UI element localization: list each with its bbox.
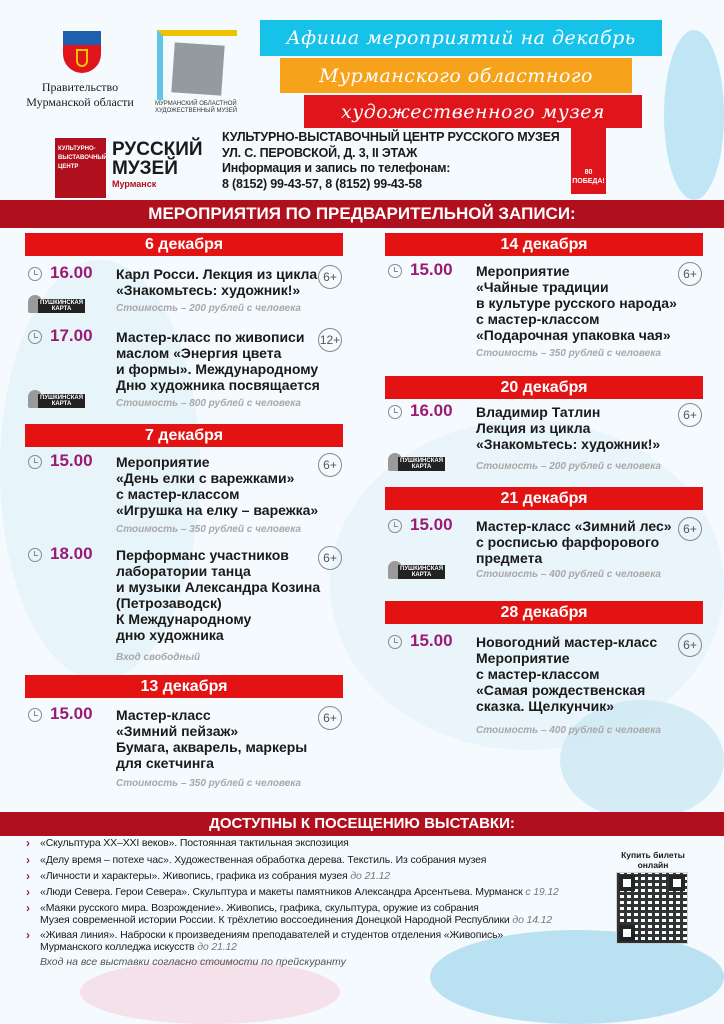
clock-icon	[28, 267, 42, 281]
age-rating-badge: 6+	[678, 633, 702, 657]
clock-icon	[388, 405, 402, 419]
clock-icon	[388, 519, 402, 533]
clock-icon	[28, 548, 42, 562]
event-time: 17.00	[50, 326, 93, 345]
event-time: 15.00	[50, 451, 93, 470]
chevron-right-icon: ›	[26, 885, 30, 899]
russian-museum-city: Мурманск	[112, 179, 157, 189]
event-price: Стоимость – 350 рублей с человека	[116, 524, 301, 535]
decor-shape	[560, 700, 724, 820]
event-price: Стоимость – 350 рублей с человека	[116, 778, 301, 789]
clock-icon	[28, 330, 42, 344]
victory-80-logo: 80 ПОБЕДА!	[571, 128, 606, 194]
age-rating-badge: 6+	[318, 265, 342, 289]
date-header: 13 декабря	[25, 675, 343, 698]
event-price: Стоимость – 400 рублей с человека	[476, 569, 661, 580]
pushkin-card-logo	[28, 390, 98, 408]
pushkin-card-logo	[388, 561, 458, 579]
clock-icon	[388, 635, 402, 649]
date-header: 20 декабря	[385, 376, 703, 399]
age-rating-badge: 6+	[318, 546, 342, 570]
age-rating-badge: 6+	[318, 453, 342, 477]
event-price: Стоимость – 800 рублей с человека	[116, 398, 301, 409]
exhibition-title: «Личности и характеры». Живопись, графика из собрания музея	[40, 870, 351, 882]
venue-name: КУЛЬТУРНО-ВЫСТАВОЧНЫЙ ЦЕНТР РУССКОГО МУЗЕЯ	[222, 130, 560, 144]
exhibition-text	[40, 886, 606, 898]
exhibition-text	[40, 837, 606, 849]
russian-museum-logo-box: КУЛЬТУРНО- ВЫСТАВОЧНЫЙ ЦЕНТР	[55, 138, 106, 198]
event-price: Стоимость – 200 рублей с человека	[116, 303, 301, 314]
chevron-right-icon: ›	[26, 901, 30, 915]
event-time: 15.00	[410, 260, 453, 279]
exhibition-title: «Делу время – потехе час». Художественная обработка дерева. Текстиль. Из собрания музея	[40, 854, 487, 866]
chevron-right-icon: ›	[26, 853, 30, 867]
event-title: Мероприятие «День елки с варежками» с мастер-классом «Игрушка на елку – варежка»	[116, 454, 319, 518]
event-title: Мероприятие «Чайные традиции в культуре русского народа» с мастер-классом «Подарочная упаковка чая»	[476, 263, 677, 343]
event-price: Стоимость – 350 рублей с человека	[476, 348, 661, 359]
event-time: 16.00	[410, 401, 453, 420]
pushkin-card-label: ПУШКИНСКАЯ КАРТА	[40, 300, 84, 312]
age-rating-badge: 6+	[318, 706, 342, 730]
clock-icon	[28, 455, 42, 469]
event-time: 15.00	[50, 704, 93, 723]
pushkin-card-label: ПУШКИНСКАЯ КАРТА	[400, 458, 444, 470]
art-museum-logo-text: МУРМАНСКИЙ ОБЛАСТНОЙ ХУДОЖЕСТВЕННЫЙ МУЗЕЙ	[155, 101, 238, 114]
exhibition-title: «Живая линия». Наброски к произведениям преподавателей и студентов отделения «Живопись» Мурманского колледжа искусств	[40, 929, 504, 953]
exhibition-text	[40, 870, 606, 882]
date-header: 14 декабря	[385, 233, 703, 256]
decor-leaves	[664, 30, 724, 200]
phone-numbers: 8 (8152) 99-43-57, 8 (8152) 99-43-58	[222, 176, 422, 191]
pushkin-card-logo	[28, 295, 98, 313]
exhibition-dates: до 21.12	[350, 870, 390, 882]
event-time: 15.00	[410, 631, 453, 650]
chevron-right-icon: ›	[26, 928, 30, 942]
date-header: 6 декабря	[25, 233, 343, 256]
buy-online-label: Купить билеты онлайн	[621, 850, 685, 870]
russian-museum-name: РУССКИЙ МУЗЕЙ	[112, 139, 203, 179]
chevron-right-icon: ›	[26, 869, 30, 883]
phone-label: Информация и запись по телефонам:	[222, 161, 451, 175]
decor-leaves	[80, 960, 340, 1024]
event-time: 16.00	[50, 263, 93, 282]
exhibition-dates: до 14.12	[512, 914, 553, 926]
date-header: 7 декабря	[25, 424, 343, 447]
exhibition-text	[40, 854, 606, 866]
chevron-right-icon: ›	[26, 836, 30, 850]
venue-address: УЛ. С. ПЕРОВСКОЙ, Д. 3, II ЭТАЖ	[222, 145, 418, 160]
event-title: Карл Росси. Лекция из цикла «Знакомьтесь: художник!»	[116, 266, 318, 298]
event-title: Мастер-класс по живописи маслом «Энергия цвета и формы». Международному Дню художника посвящается	[116, 329, 320, 393]
pushkin-card-logo	[388, 453, 458, 471]
title-banner-line-1: Афиша мероприятий на декабрь	[260, 20, 662, 56]
exhibition-dates: с 19.12	[525, 886, 559, 898]
exhibition-text	[40, 929, 606, 953]
event-price: Стоимость – 400 рублей с человека	[476, 725, 661, 736]
exhibition-text	[40, 902, 606, 926]
address-block	[222, 130, 562, 192]
title-banner-line-3: художественного музея	[304, 95, 642, 128]
exhibition-dates: до 21.12	[197, 941, 237, 953]
exhibitions-section-header: ДОСТУПНЫ К ПОСЕЩЕНИЮ ВЫСТАВКИ:	[0, 812, 724, 836]
age-rating-badge: 12+	[318, 328, 342, 352]
event-price: Вход свободный	[116, 652, 201, 663]
pushkin-card-label: ПУШКИНСКАЯ КАРТА	[40, 395, 84, 407]
age-rating-badge: 6+	[678, 262, 702, 286]
exhibition-title: «Скульптура XX–XXI веков». Постоянная тактильная экспозиция	[40, 837, 349, 849]
clock-icon	[28, 708, 42, 722]
exhibition-title: «Маяки русского мира. Возрождение». Живопись, графика, скульптура, оружие из собрания Музея современной истории России. К трёхлетию воссоединения Донецкой Народной Республики	[40, 902, 510, 926]
date-header: 28 декабря	[385, 601, 703, 624]
event-time: 18.00	[50, 544, 93, 563]
event-price: Стоимость – 200 рублей с человека	[476, 461, 661, 472]
age-rating-badge: 6+	[678, 403, 702, 427]
government-name: Правительство Мурманской области	[26, 80, 134, 109]
art-museum-logo	[157, 30, 237, 100]
events-section-header: МЕРОПРИЯТИЯ ПО ПРЕДВАРИТЕЛЬНОЙ ЗАПИСИ:	[0, 200, 724, 228]
pushkin-card-label: ПУШКИНСКАЯ КАРТА	[400, 566, 444, 578]
event-title: Мастер-класс «Зимний пейзаж» Бумага, акварель, маркеры для скетчинга	[116, 707, 308, 771]
event-title: Мастер-класс «Зимний лес» с росписью фарфорового предмета	[476, 518, 672, 566]
exhibitions-footer-note: Вход на все выставки согласно стоимости по прейскуранту	[40, 956, 346, 968]
event-title: Владимир Татлин Лекция из цикла «Знакомьтесь: художник!»	[476, 404, 661, 452]
exhibition-title: «Люди Севера. Герои Севера». Скульптура и макеты памятников Александра Арсентьева. Мурманск	[40, 886, 526, 898]
event-title: Новогодний мастер-класс Мероприятие с мастер-классом «Самая рождественская сказка. Щелкунчик»	[476, 634, 658, 714]
event-time: 15.00	[410, 515, 453, 534]
anchor-icon	[76, 49, 88, 67]
title-banner-line-2: Мурманского областного	[280, 58, 632, 93]
date-header: 21 декабря	[385, 487, 703, 510]
clock-icon	[388, 264, 402, 278]
ticket-qr-code[interactable]	[616, 872, 688, 944]
age-rating-badge: 6+	[678, 517, 702, 541]
event-title: Перформанс участников лаборатории танца и музыки Александра Козина (Петрозаводск) К Международному дню художника	[116, 547, 321, 643]
coat-of-arms-logo	[63, 31, 101, 73]
